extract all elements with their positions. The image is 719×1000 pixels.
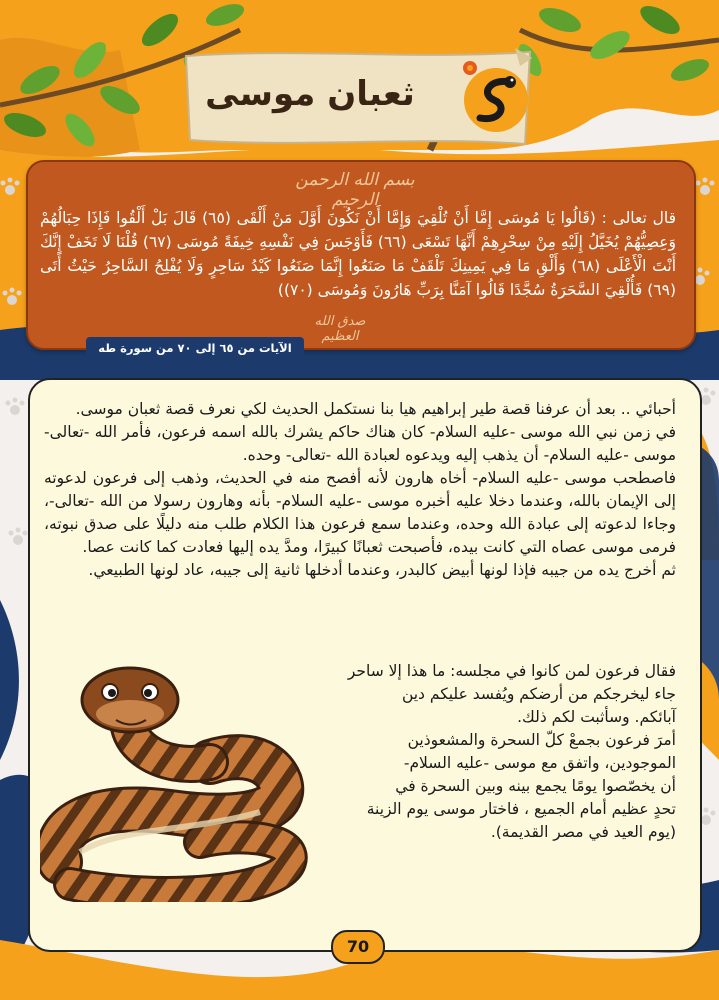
story-line: آبائكم. وسأثبت لكم ذلك. bbox=[517, 708, 676, 726]
story-line: جاء ليخرجكم من أرضكم ويُفسد عليكم دين bbox=[401, 685, 676, 703]
story-line: تحدٍ عظيم أمام الجميع ، فاختار موسى يوم الزينة bbox=[366, 800, 676, 818]
story-paragraph: أحبائي .. بعد أن عرفنا قصة طير إبراهيم هيا بنا نستكمل الحديث لكي نعرف قصة ثعبان موسى. bbox=[75, 400, 676, 418]
story-line: (يوم العيد في مصر القديمة). bbox=[490, 823, 676, 841]
snake-illustration bbox=[40, 662, 308, 902]
verse-reference-label: الآيات من ٦٥ إلى ٧٠ من سورة طه bbox=[86, 337, 304, 359]
closing-calligraphy: صدق الله العظيم bbox=[314, 314, 366, 344]
snake-logo-icon bbox=[460, 64, 532, 136]
story-paragraph: فاصطحب موسى -عليه السلام- أخاه هارون لأنه أفصح منه في الحديث، وذهب إلى فرعون لدعوته إلى الإيمان بالله، وعندما دخلا عليه أخبره موسى -عليه السلام- بأنه وهارون رسولا من الله -تعالى-، وجاءا لدعوته إلى عبادة الله وحده، وعندما سمع فرعون هذا الكلام طلب منه دليلًا على صدق نبوته، فرمى موسى عصاه التي كانت بيده، فأصبحت ثعبانًا كبيرًا، ومدَّ يده إليها فعادت كما كانت عصا. bbox=[44, 469, 676, 556]
story-line: أمرَ فرعون بجمعْ كلّ السحرة والمشعوذين bbox=[407, 731, 676, 749]
basmala-calligraphy: بسم الله الرحمن الرحيم bbox=[295, 170, 415, 210]
story-text-bottom bbox=[300, 660, 676, 844]
page-title: ثعبان موسى bbox=[205, 74, 415, 114]
page-number: 70 bbox=[331, 930, 385, 964]
story-line: فقال فرعون لمن كانوا في مجلسه: ما هذا إلا ساحر bbox=[347, 662, 676, 680]
verse-text: قال تعالى : (قَالُوا يَا مُوسَى إِمَّا أَنْ تُلْقِيَ وَإِمَّا أَنْ نَكُونَ أَوَّلَ مَنْ أَلْقَى (٦٥) قَالَ بَلْ أَلْقُوا فَإِذَا حِبَالُهُمْ وَعِصِيُّهُمْ يُخَيَّلُ إِلَيْهِ مِنْ سِحْرِهِمْ أَنَّهَا تَسْعَى (٦٦) فَأَوْجَسَ فِي نَفْسِهِ خِيفَةً مُوسَى (٦٧) قُلْنَا لَا تَخَفْ إِنَّكَ أَنْتَ الْأَعْلَى (٦٨) وَأَلْقِ مَا فِي يَمِينِكَ تَلْقَفْ مَا صَنَعُوا إِنَّمَا صَنَعُوا كَيْدُ سَاحِرٍ وَلَا يُفْلِحُ السَّاحِرُ حَيْثُ أَتَى (٦٩) فَأُلْقِيَ السَّحَرَةُ سُجَّدًا قَالُوا آمَنَّا بِرَبِّ هَارُونَ وَمُوسَى (٧٠)) bbox=[40, 209, 677, 299]
story-paragraph: ثم أخرج يده من جيبه فإذا لونها أبيض كالبدر، وعندما أدخلها ثانية إلى جيبه، عاد لونها الطبيعي. bbox=[88, 561, 676, 579]
story-text-top bbox=[44, 398, 676, 582]
story-line: أن يخصّصوا يومًا يجمع بينه وبين السحرة في bbox=[395, 777, 676, 795]
story-paragraph: في زمن نبي الله موسى -عليه السلام- كان هناك حاكم يشرك بالله اسمه فرعون، فأمر الله -تعالى- موسى -عليه السلام- أن يذهب إليه ويدعوه لعبادة الله -تعالى- وحده. bbox=[44, 423, 676, 464]
story-line: الموجودين، واتفق مع موسى -عليه السلام- bbox=[403, 754, 676, 772]
